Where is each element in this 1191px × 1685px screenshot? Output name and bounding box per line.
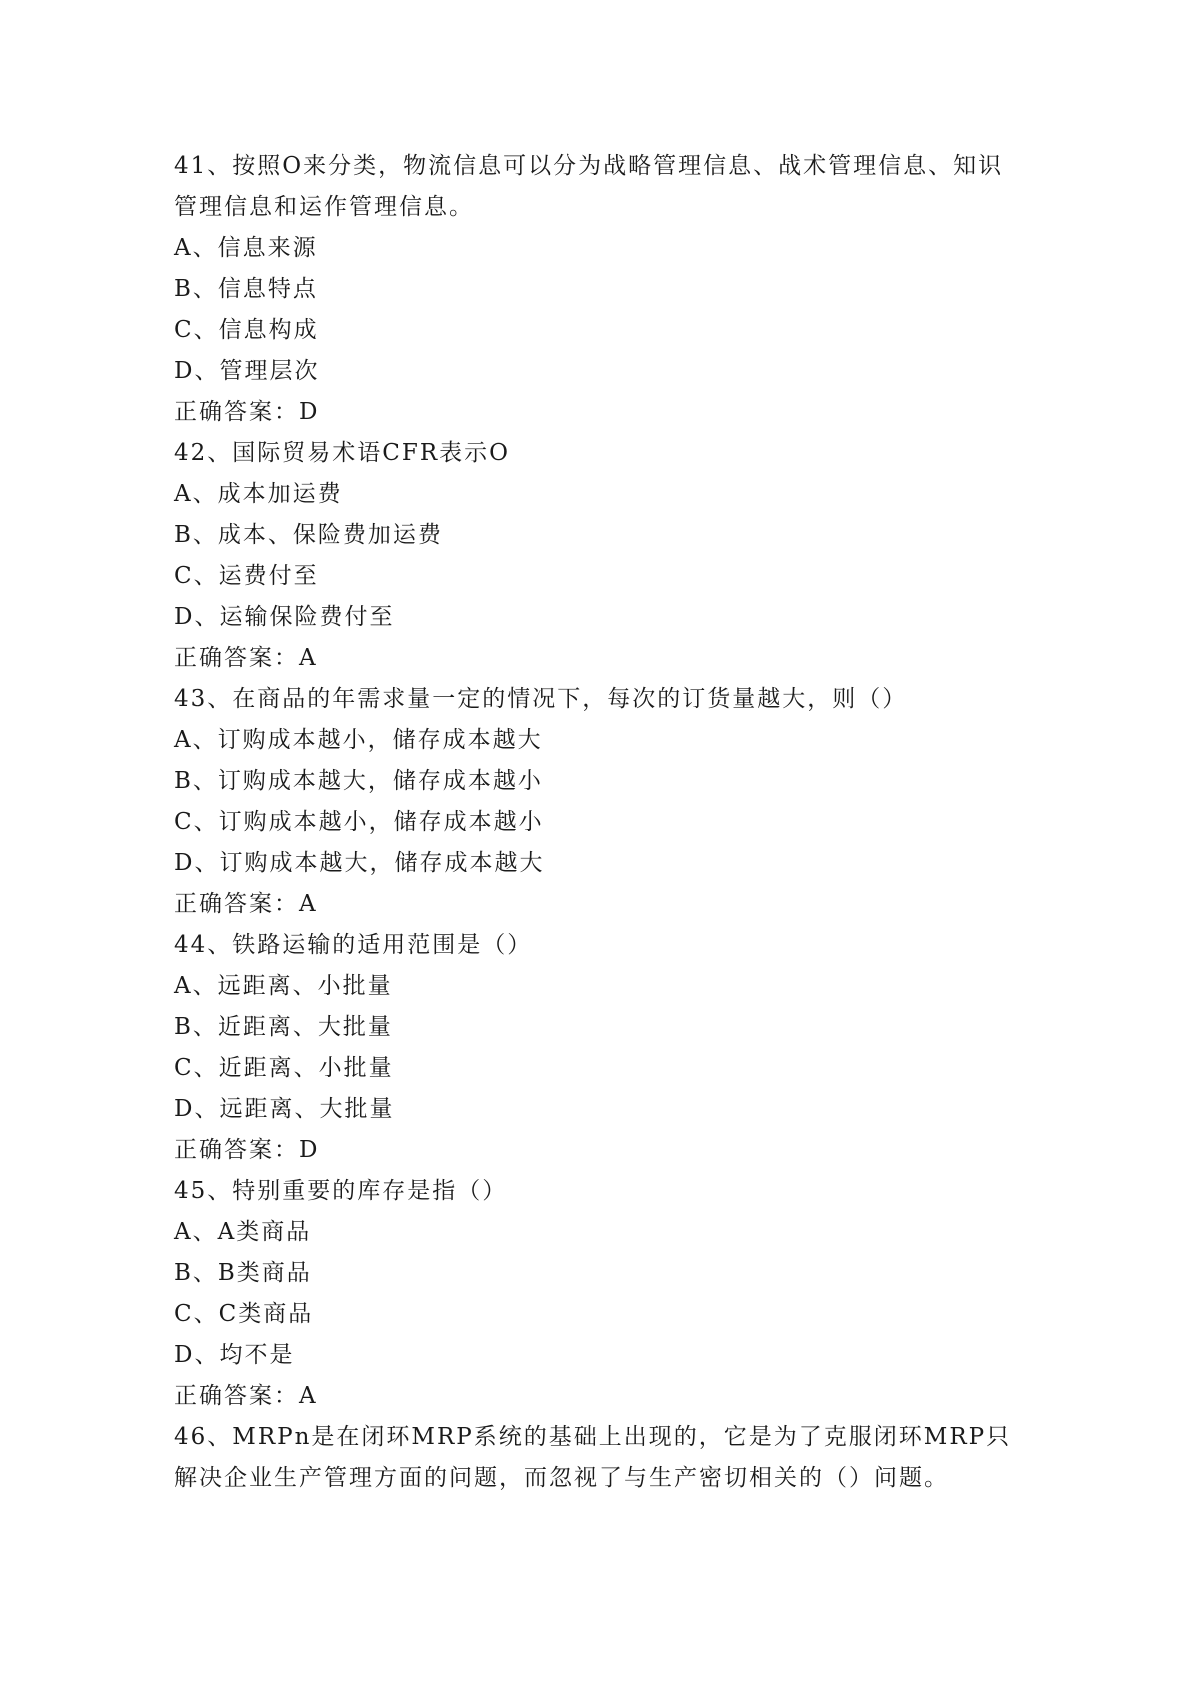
option-d: D、运输保险费付至: [174, 604, 395, 630]
option-a: A、A类商品: [174, 1219, 312, 1245]
option-b: B、成本、保险费加运费: [174, 522, 443, 548]
option-a: A、远距离、小批量: [174, 973, 393, 999]
option-a: A、信息来源: [174, 235, 318, 261]
option-a: A、订购成本越小，储存成本越大: [174, 727, 543, 753]
question-43: [174, 679, 1024, 925]
question-41: [174, 146, 1024, 433]
option-c: C、近距离、小批量: [174, 1055, 394, 1081]
question-42: [174, 433, 1024, 679]
option-c: C、信息构成: [174, 317, 319, 343]
option-d: D、远距离、大批量: [174, 1096, 395, 1122]
correct-answer: 正确答案：A: [174, 891, 318, 917]
question-text: 45、特别重要的库存是指（）: [174, 1178, 508, 1204]
option-c: C、订购成本越小，储存成本越小: [174, 809, 544, 835]
correct-answer: 正确答案：D: [174, 399, 320, 425]
option-b: B、B类商品: [174, 1260, 312, 1286]
option-b: B、近距离、大批量: [174, 1014, 393, 1040]
question-text: 43、在商品的年需求量一定的情况下，每次的订货量越大，则（）: [174, 686, 908, 712]
question-45: [174, 1171, 1024, 1417]
document-page: [174, 146, 1024, 1499]
option-d: D、订购成本越大，储存成本越大: [174, 850, 545, 876]
correct-answer: 正确答案：A: [174, 1383, 318, 1409]
option-a: A、成本加运费: [174, 481, 343, 507]
correct-answer: 正确答案：D: [174, 1137, 320, 1163]
question-text: 46、MRPn是在闭环MRP系统的基础上出现的，它是为了克服闭环MRP只解决企业生产管理方面的问题，而忽视了与生产密切相关的（）问题。: [174, 1424, 1012, 1491]
correct-answer: 正确答案：A: [174, 645, 318, 671]
option-b: B、订购成本越大，储存成本越小: [174, 768, 543, 794]
option-b: B、信息特点: [174, 276, 318, 302]
question-text: 44、铁路运输的适用范围是（）: [174, 932, 533, 958]
question-44: [174, 925, 1024, 1171]
option-c: C、C类商品: [174, 1301, 314, 1327]
question-text: 42、国际贸易术语CFR表示O: [174, 440, 510, 466]
option-c: C、运费付至: [174, 563, 319, 589]
question-text: 41、按照O来分类，物流信息可以分为战略管理信息、战术管理信息、知识管理信息和运作管理信息。: [174, 153, 1004, 220]
question-46: [174, 1417, 1024, 1499]
option-d: D、管理层次: [174, 358, 320, 384]
option-d: D、均不是: [174, 1342, 295, 1368]
